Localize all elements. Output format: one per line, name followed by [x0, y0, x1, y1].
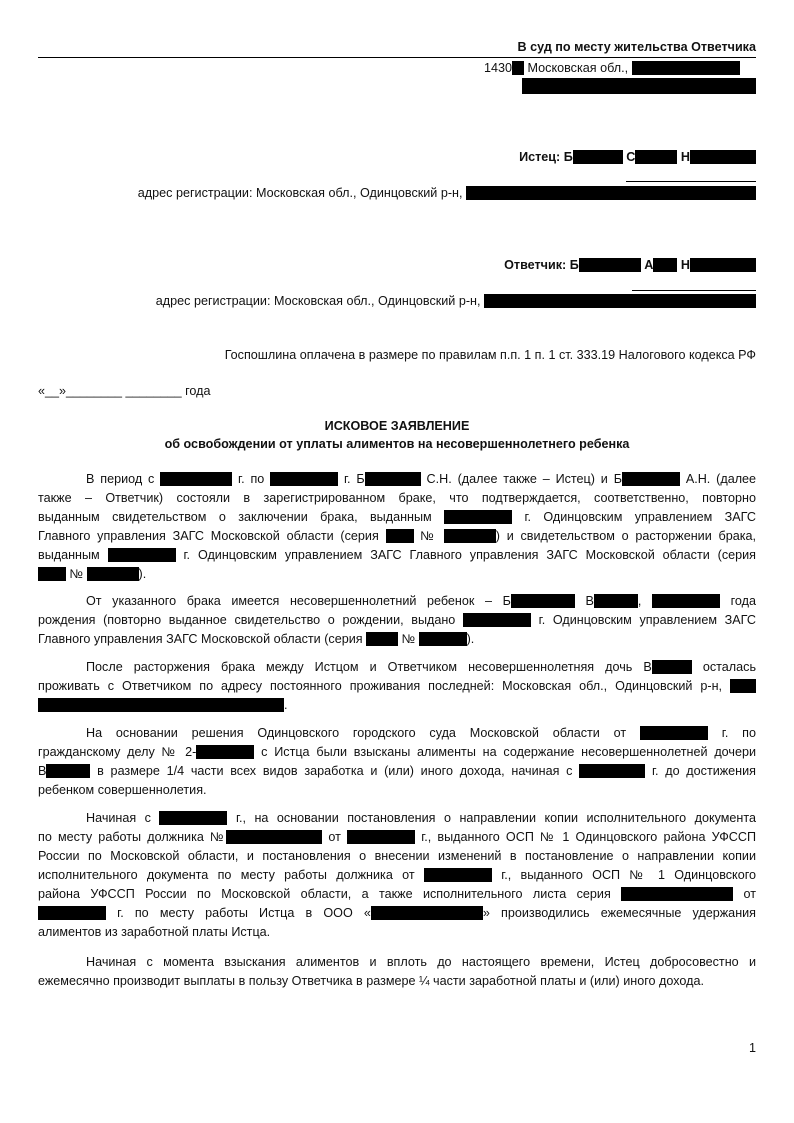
redacted-block [632, 61, 740, 75]
redacted-block [160, 472, 232, 486]
court-address [484, 61, 740, 75]
redacted-block [366, 632, 398, 646]
text-line [38, 546, 756, 565]
text: г. по [238, 472, 265, 486]
text: В [38, 764, 47, 778]
redacted-block [579, 764, 645, 778]
plaintiff-initial-n: Н [680, 150, 690, 164]
defendant-address-text: адрес регистрации: Московская обл., Одинцовский р-н, [155, 294, 481, 308]
text: осталась [702, 660, 757, 674]
text: от [328, 830, 341, 844]
redacted-block [511, 594, 575, 608]
paragraph-marriage [38, 470, 756, 584]
redacted-block [653, 258, 677, 272]
text-line [38, 762, 756, 781]
text: г. Одинцовским управлением ЗАГС Главного управления ЗАГС Московской области (серия [183, 548, 756, 562]
redacted-block [46, 764, 90, 778]
text-line: также – Ответчик) состояли в зарегистрированном браке, что подтверждается, соответственно, повторно [38, 491, 756, 505]
text: г. по [721, 726, 756, 740]
redacted-block [652, 660, 692, 674]
header-rule [38, 57, 756, 58]
text-line: ребенком совершеннолетия. [38, 783, 207, 797]
text-line: ежемесячно производит выплаты в пользу Ответчика в размере ¼ части заработной платы и (или) иного дохода. [38, 974, 704, 988]
redacted-block [87, 567, 139, 581]
text-line [38, 658, 756, 677]
text: г., выданного ОСП № 1 Одинцовского района УФССП [421, 830, 757, 844]
text: На основании решения Одинцовского городского суда Московской области от [86, 726, 627, 740]
defendant-line [504, 258, 756, 272]
redacted-block [690, 150, 756, 164]
defendant-initial-a: А [644, 258, 654, 272]
redacted-block [226, 830, 322, 844]
plaintiff-line [519, 150, 756, 164]
plaintiff-initial-s: С [626, 150, 636, 164]
text-line [38, 885, 756, 904]
state-fee-note: Госпошлина оплачена в размере по правилам п.п. 1 п. 1 ст. 333.19 Налогового кодекса РФ [224, 348, 756, 362]
text: , [637, 594, 642, 608]
paragraph-payments [38, 953, 756, 991]
signature-rule [626, 181, 756, 182]
redacted-block [444, 529, 496, 543]
plaintiff-address [138, 186, 756, 200]
text: № [420, 529, 438, 543]
paragraph-enforcement [38, 809, 756, 942]
redacted-block [347, 830, 415, 844]
text: проживать с Ответчиком по адресу постоянного проживания последней: Московская обл., Одинцовский р-н, [38, 679, 723, 693]
text-line [38, 630, 756, 649]
text: в размере 1/4 части всех видов заработка и (или) иного дохода, начиная с [97, 764, 573, 778]
text-line [38, 611, 756, 630]
text-line: алиментов из заработной платы Истца. [38, 925, 271, 939]
defendant-label: Ответчик: Б [504, 258, 579, 272]
text: В период с [86, 472, 155, 486]
court-heading: В суд по месту жительства Ответчика [517, 40, 756, 54]
text: ) и свидетельством о расторжении брака, [495, 529, 757, 543]
text: исполнительного документа по месту работы должника от [38, 868, 415, 882]
text: » производились ежемесячные удержания [482, 906, 756, 920]
defendant-initial-n: Н [680, 258, 690, 272]
text: г. Б [344, 472, 365, 486]
court-address-prefix: 1430 [484, 61, 513, 75]
defendant-address [156, 294, 756, 308]
text-line [38, 828, 756, 847]
redacted-block [444, 510, 512, 524]
text: от [743, 887, 757, 901]
text: г. по месту работы Истца в ООО « [117, 906, 371, 920]
page-number: 1 [748, 1041, 756, 1055]
text-line [38, 696, 756, 715]
redacted-block [652, 594, 720, 608]
redacted-block [690, 258, 756, 272]
text: года [730, 594, 757, 608]
document-subtitle: об освобождении от уплаты алиментов на несовершеннолетнего ребенка [164, 437, 630, 451]
text: рождения (повторно выданное свидетельство о рождении, выдано [38, 613, 456, 627]
redacted-block [730, 679, 756, 693]
text: А.Н. (далее [685, 472, 757, 486]
redacted-block [635, 150, 677, 164]
text: с Истца были взысканы алименты на содержание несовершеннолетней дочери [261, 745, 757, 759]
text-line [38, 470, 756, 489]
text: № [69, 567, 84, 581]
text-line: Начиная с момента взыскания алиментов и вплоть до настоящего времени, Истец добросовестно и [86, 955, 756, 969]
date-line: «__»________ ________ года [38, 384, 211, 398]
text: Начиная с [86, 811, 151, 825]
redacted-block [640, 726, 708, 740]
redacted-block [386, 529, 414, 543]
text-line [38, 508, 756, 527]
redacted-block [522, 78, 756, 94]
text-line [38, 904, 756, 923]
plaintiff-label: Истец: Б [519, 150, 573, 164]
text: От указанного брака имеется несовершеннолетний ребенок – Б [86, 594, 511, 608]
text: гражданскому делу № 2- [38, 745, 197, 759]
text: С.Н. (далее также – Истец) и Б [426, 472, 622, 486]
redacted-block [579, 258, 641, 272]
document-title: ИСКОВОЕ ЗАЯВЛЕНИЕ [324, 419, 470, 433]
text: Главного управления ЗАГС Московской области (серия [38, 529, 379, 543]
text-line [38, 809, 756, 828]
text: г. Одинцовским управлением ЗАГС [524, 510, 756, 524]
text: Главного управления ЗАГС Московской области (серия [38, 632, 363, 646]
redacted-block [159, 811, 227, 825]
text-line [38, 724, 756, 743]
paragraph-child [38, 592, 756, 649]
text-line [38, 565, 756, 584]
redacted-block [196, 745, 254, 759]
redacted-block [484, 294, 756, 308]
text: г. Одинцовским управлением ЗАГС [538, 613, 757, 627]
redacted-block [38, 906, 106, 920]
redacted-block [463, 613, 531, 627]
redacted-block [371, 906, 483, 920]
redacted-block [270, 472, 338, 486]
redacted-block [38, 698, 284, 712]
text: выданным свидетельством о заключении брака, выданным [38, 510, 432, 524]
text-line [38, 866, 756, 885]
redacted-block [466, 186, 756, 200]
signature-rule [632, 290, 756, 291]
redacted-block [512, 61, 524, 75]
text: г. до достижения [651, 764, 756, 778]
text: района УФССП России по Московской области, а также исполнительного листа серия [38, 887, 611, 901]
redacted-block [424, 868, 492, 882]
text: После расторжения брака между Истцом и Ответчиком несовершеннолетняя дочь В [86, 660, 652, 674]
redacted-block [573, 150, 623, 164]
text: г., на основании постановления о направлении копии исполнительного документа [235, 811, 756, 825]
text: выданным [38, 548, 100, 562]
text-line: России по Московской области, и постановления о внесении изменений в постановление о направлении копии [38, 849, 756, 863]
text: В [585, 594, 594, 608]
text: . [284, 698, 288, 712]
redacted-block [38, 567, 66, 581]
redacted-block [622, 472, 680, 486]
redacted-block [365, 472, 421, 486]
text-line [38, 743, 756, 762]
text-line [38, 592, 756, 611]
text: г., выданного ОСП № 1 Одинцовского [501, 868, 757, 882]
text: ). [466, 632, 475, 646]
paragraph-residence [38, 658, 756, 715]
redacted-block [621, 887, 733, 901]
text-line [38, 527, 756, 546]
plaintiff-address-text: адрес регистрации: Московская обл., Одинцовский р-н, [137, 186, 463, 200]
court-address-region: Московская обл., [527, 61, 629, 75]
redacted-block [419, 632, 467, 646]
text-line [38, 677, 756, 696]
text: № [401, 632, 416, 646]
redacted-block [594, 594, 638, 608]
text: по месту работы должника № [38, 830, 227, 844]
text: ). [138, 567, 147, 581]
paragraph-court-decision [38, 724, 756, 800]
redacted-block [108, 548, 176, 562]
